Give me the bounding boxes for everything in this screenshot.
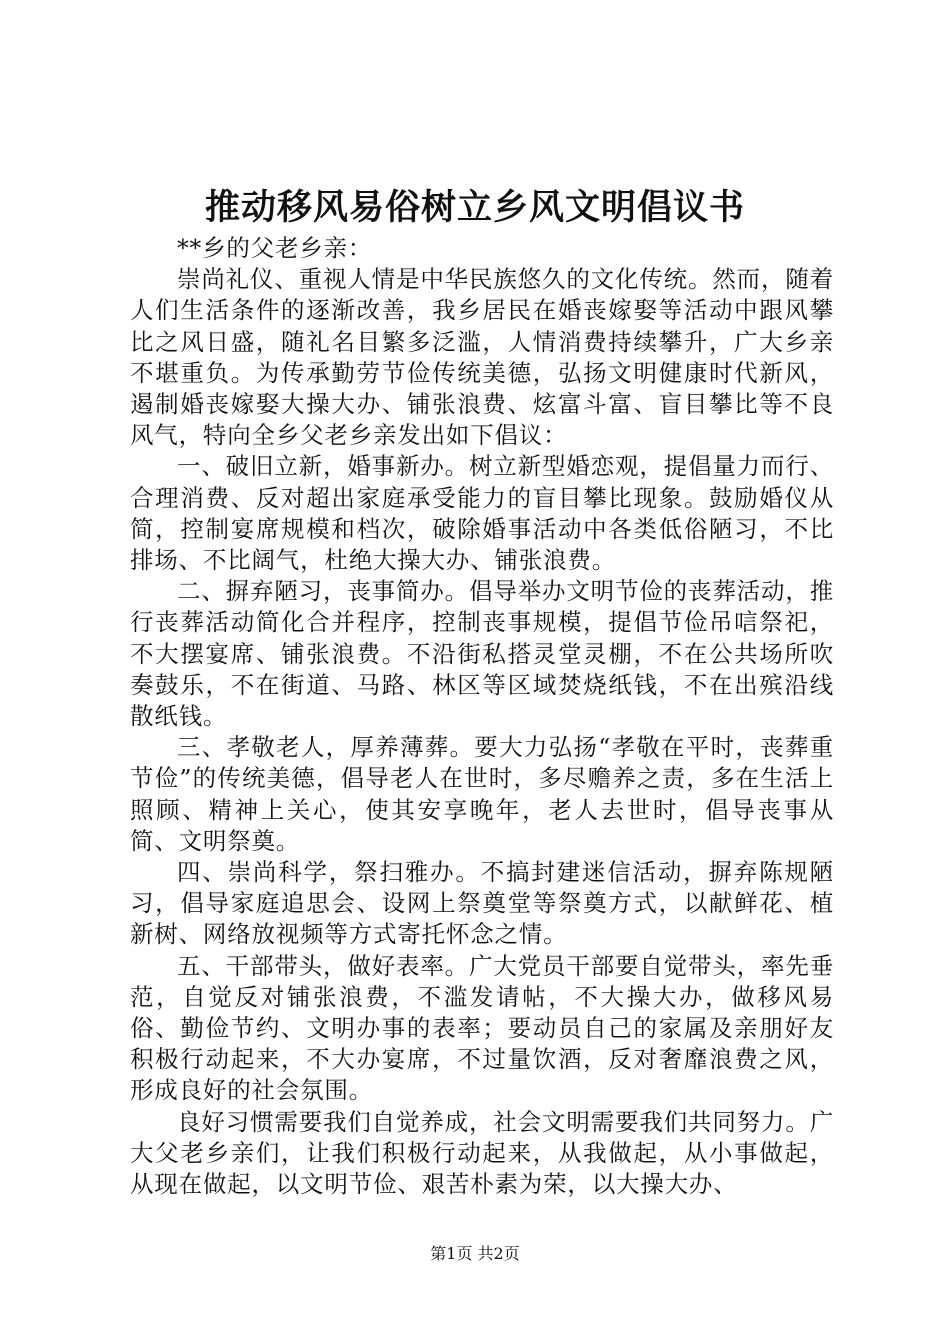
document-body	[130, 233, 834, 1200]
paragraph-item-3: 三、孝敬老人，厚养薄葬。要大力弘扬“孝敬在平时，丧葬重节俭”的传统美德，倡导老人在世时，多尽赡养之责，多在生活上照顾、精神上关心，使其安享晚年，老人去世时，倡导丧事从简、文明祭奠。	[130, 733, 834, 855]
paragraph-intro: 崇尚礼仪、重视人情是中华民族悠久的文化传统。然而，随着人们生活条件的逐渐改善，我乡居民在婚丧嫁娶等活动中跟风攀比之风日盛，随礼名目繁多泛滥，人情消费持续攀升，广大乡亲不堪重负。为传承勤劳节俭传统美德，弘扬文明健康时代新风，遏制婚丧嫁娶大操大办、铺张浪费、炫富斗富、盲目攀比等不良风气，特向全乡父老乡亲发出如下倡议：	[130, 265, 834, 450]
document-title: 推动移风易俗树立乡风文明倡议书	[204, 187, 745, 228]
paragraph-item-1: 一、破旧立新，婚事新办。树立新型婚恋观，提倡量力而行、合理消费、反对超出家庭承受能力的盲目攀比现象。鼓励婚仪从简，控制宴席规模和档次，破除婚事活动中各类低俗陋习，不比排场、不比阔气，杜绝大操大办、铺张浪费。	[130, 452, 834, 575]
paragraph-closing: 良好习惯需要我们自觉养成，社会文明需要我们共同努力。广大父老乡亲们，让我们积极行动起来，从我做起，从小事做起，从现在做起，以文明节俭、艰苦朴素为荣，以大操大办、	[130, 1107, 834, 1199]
paragraph-item-5: 五、干部带头，做好表率。广大党员干部要自觉带头，率先垂范，自觉反对铺张浪费，不滥发请帖，不大操大办，做移风易俗、勤俭节约、文明办事的表率；要动员自己的家属及亲朋好友积极行动起来，不大办宴席，不过量饮酒，反对奢靡浪费之风，形成良好的社会氛围。	[130, 951, 834, 1105]
page-indicator: 第1页 共2页	[430, 1244, 520, 1263]
salutation: **乡的父老乡亲：	[177, 234, 373, 262]
paragraph-item-2: 二、摒弃陋习，丧事简办。倡导举办文明节俭的丧葬活动，推行丧葬活动简化合并程序，控制丧事规模，提倡节俭吊唁祭祀，不大摆宴席、铺张浪费。不沿街私搭灵堂灵棚，不在公共场所吹奏鼓乐，不在街道、马路、林区等区域焚烧纸钱，不在出殡沿线散纸钱。	[130, 577, 834, 731]
paragraph-item-4: 四、崇尚科学，祭扫雅办。不搞封建迷信活动，摒弃陈规陋习，倡导家庭追思会、设网上祭奠堂等祭奠方式，以献鲜花、植新树、网络放视频等方式寄托怀念之情。	[130, 858, 834, 949]
